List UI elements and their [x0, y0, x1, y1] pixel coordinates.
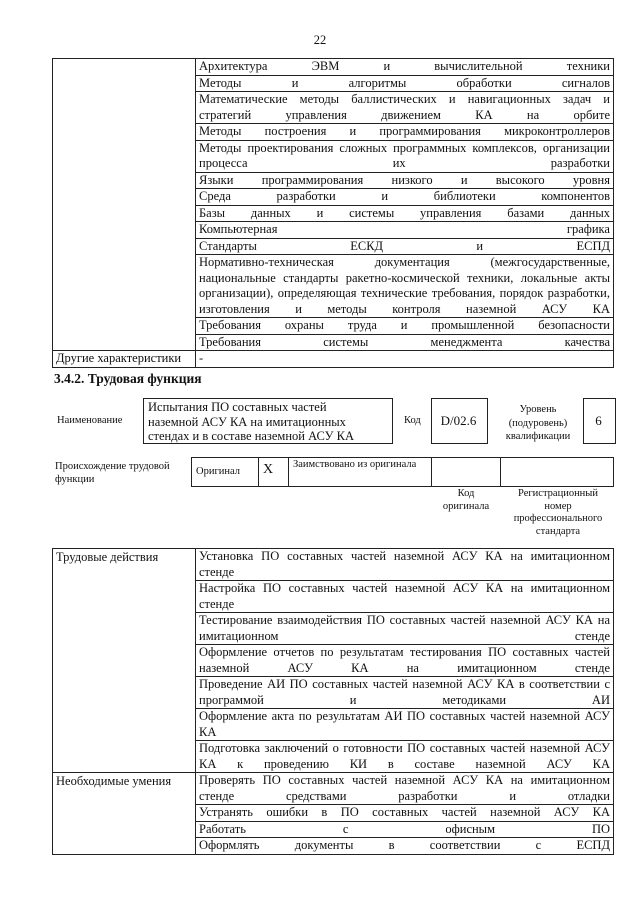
- knowledge-item: Стандарты ЕСКД и ЕСПД: [196, 238, 614, 255]
- skills-label: Необходимые умения: [53, 773, 196, 855]
- list-item: Оформление отчетов по результатам тестирования ПО составных частей наземной АСУ КА на имитационном стенде: [196, 645, 614, 677]
- knowledge-item: Математические методы баллистических и навигационных задач и стратегий управления движением КА на орбите: [196, 92, 614, 124]
- list-item: Установка ПО составных частей наземной АСУ КА на имитационном стенде: [196, 549, 614, 581]
- knowledge-item: Языки программирования низкого и высокого уровня: [196, 172, 614, 189]
- table-row: [53, 773, 614, 805]
- page-number: 22: [313, 33, 327, 47]
- code-value: D/02.6: [440, 413, 477, 428]
- row-label-cell: [53, 59, 196, 351]
- list-item: Настройка ПО составных частей наземной АСУ КА на имитационном стенде: [196, 581, 614, 613]
- table-row: [53, 351, 614, 368]
- actions-label: Трудовые действия: [53, 549, 196, 773]
- table-row: [53, 549, 614, 581]
- list-item: Устранять ошибки в ПО составных частей наземной АСУ КА: [196, 805, 614, 822]
- list-item: Работать с офисным ПО: [196, 821, 614, 838]
- other-value: -: [196, 351, 614, 368]
- table-row: [53, 59, 614, 76]
- actions-table: [52, 548, 614, 855]
- code-label: Код: [404, 415, 421, 426]
- level-label: Уровень (подуровень) квалификации: [505, 404, 571, 442]
- knowledge-item: Среда разработки и библиотеки компонентов: [196, 189, 614, 206]
- knowledge-item: Архитектура ЭВМ и вычислительной техники: [196, 59, 614, 76]
- original-mark: X: [262, 462, 274, 477]
- knowledge-item: Базы данных и системы управления базами данных: [196, 205, 614, 222]
- list-item: Оформлять документы в соответствии с ЕСПД: [196, 838, 614, 855]
- list-item: Тестирование взаимодействия ПО составных частей наземной АСУ КА на имитационном стенде: [196, 613, 614, 645]
- list-item: Проведение АИ ПО составных частей наземной АСУ КА в соответствии с программой и методиками АИ: [196, 677, 614, 709]
- knowledge-item: Методы проектирования сложных программных комплексов, организации процесса их разработки: [196, 140, 614, 172]
- origin-label: Происхождение трудовой функции: [55, 461, 170, 485]
- knowledge-item: Методы и алгоритмы обработки сигналов: [196, 75, 614, 92]
- knowledge-item: Компьютерная графика: [196, 222, 614, 239]
- knowledge-table: [52, 58, 614, 368]
- code-original-label: Код оригинала: [442, 488, 490, 512]
- knowledge-item: Требования охраны труда и промышленной безопасности: [196, 318, 614, 335]
- original-label: Оригинал: [196, 466, 240, 477]
- knowledge-item: Требования системы менеджмента качества: [196, 334, 614, 351]
- list-item: Подготовка заключений о готовности ПО составных частей наземной АСУ КА к проведению КИ в составе наземной АСУ КА: [196, 741, 614, 773]
- section-title: 3.4.2. Трудовая функция: [54, 371, 202, 386]
- list-item: Оформление акта по результатам АИ ПО составных частей наземной АСУ КА: [196, 709, 614, 741]
- knowledge-item: Методы построения и программирования микроконтроллеров: [196, 124, 614, 141]
- name-label: Наименование: [57, 415, 123, 426]
- knowledge-item: Нормативно-техническая документация (межгосударственные, национальные стандарты ракетно-космической техники, локальные акты организации), определяющая технические требования, порядок разработки, изготовления и методы контроля наземной АСУ КА: [196, 255, 614, 318]
- other-label: Другие характеристики: [53, 351, 196, 368]
- level-value: 6: [595, 413, 602, 428]
- registration-label: Регистрационный номер профессионального стандарта: [513, 488, 603, 537]
- borrowed-label: Заимствовано из оригинала: [293, 459, 417, 470]
- function-name: Испытания ПО составных частей наземной АСУ КА на имитационных стендах и в составе наземной АСУ КА: [148, 400, 354, 443]
- list-item: Проверять ПО составных частей наземной АСУ КА на имитационном стенде средствами разработки и отладки: [196, 773, 614, 805]
